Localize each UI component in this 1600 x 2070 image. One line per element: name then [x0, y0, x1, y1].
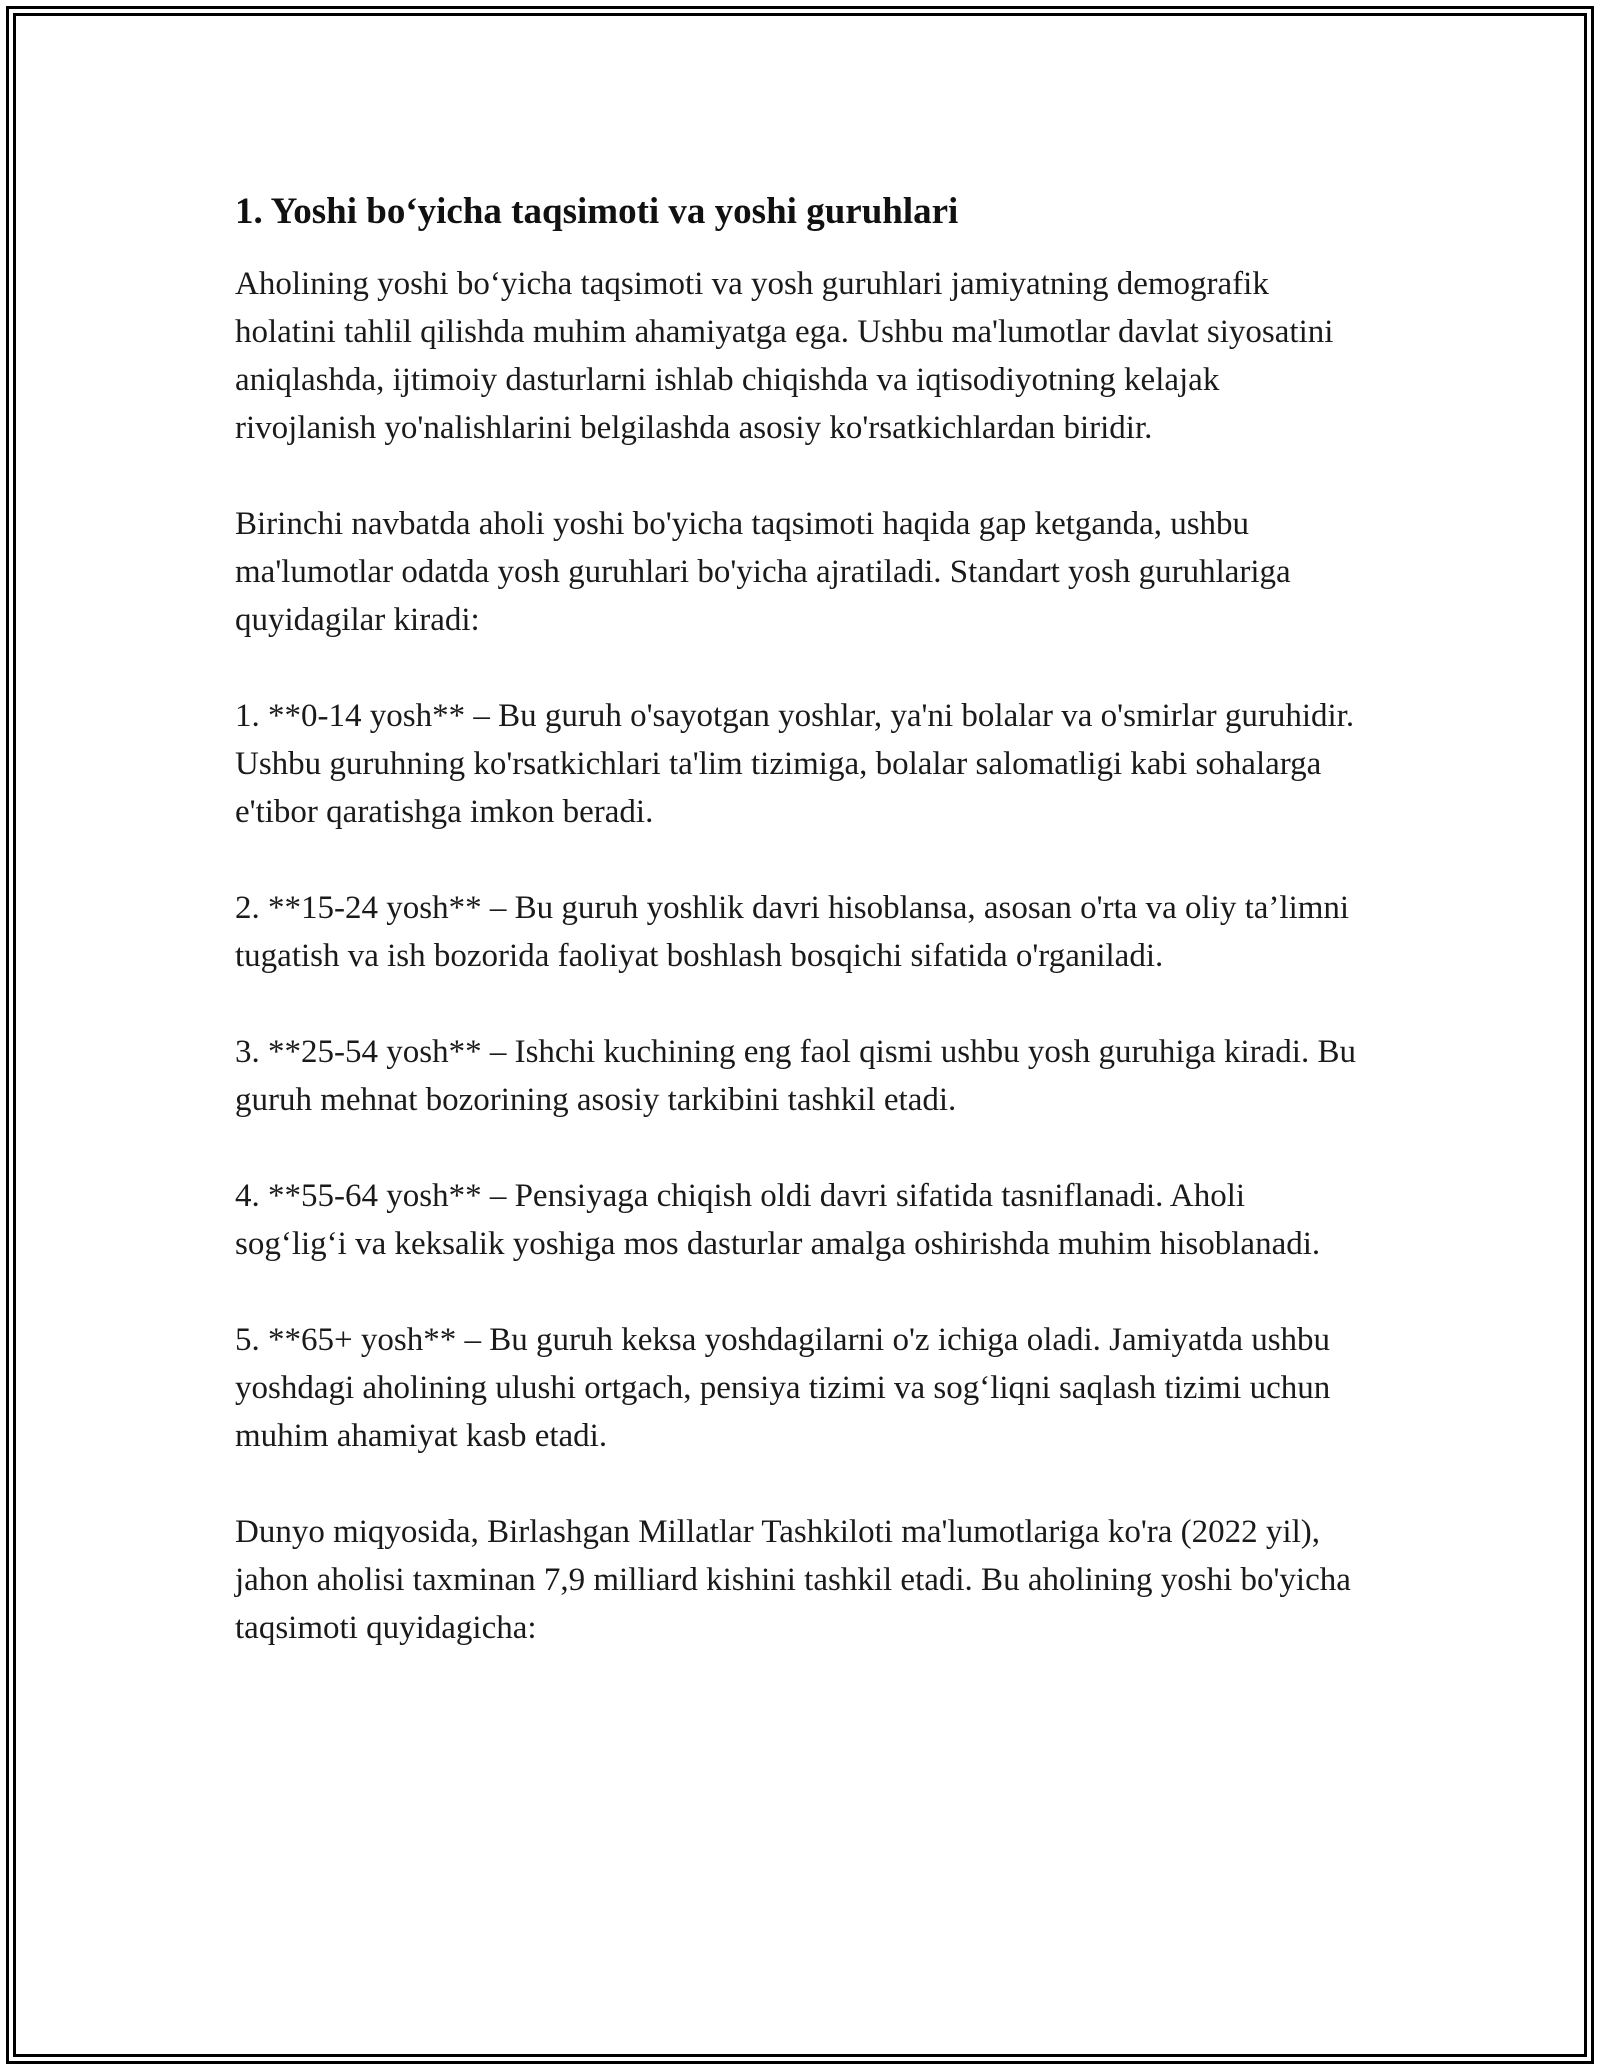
world-population-paragraph: Dunyo miqyosida, Birlashgan Millatlar Tashkiloti ma'lumotlariga ko'ra (2022 yil), jahon aholisi taxminan 7,9 milliard kishini tashkil etadi. Bu aholining yoshi bo'yicha taqsimoti quyidagicha:: [235, 1514, 1351, 1646]
age-group-15-24-item: 2. **15-24 yosh** – Bu guruh yoshlik davri hisoblansa, asosan o'rta va oliy ta’limni tugatish va ish bozorida faoliyat boshlash bosqichi sifatida o'rganiladi.: [235, 890, 1350, 974]
age-group-55-64-item: 4. **55-64 yosh** – Pensiyaga chiqish oldi davri sifatida tasniflanadi. Aholi sog‘lig‘i va keksalik yoshiga mos dasturlar amalga oshirishda muhim hisoblanadi.: [235, 1178, 1321, 1262]
document-body: [235, 188, 1365, 1652]
intro-paragraph: Aholining yoshi bo‘yicha taqsimoti va yosh guruhlari jamiyatning demografik holatini tahlil qilishda muhim ahamiyatga ega. Ushbu ma'lumotlar davlat siyosatini aniqlashda, ijtimoiy dasturlarni ishlab chiqishda va iqtisodiyotning kelajak rivojlanish yo'nalishlarini belgilashda asosiy ko'rsatkichlardan biridir.: [235, 266, 1334, 446]
age-groups-intro-paragraph: Birinchi navbatda aholi yoshi bo'yicha taqsimoti haqida gap ketganda, ushbu ma'lumotlar odatda yosh guruhlari bo'yicha ajratiladi. Standart yosh guruhlariga quyidagilar kiradi:: [235, 506, 1291, 638]
age-group-0-14-item: 1. **0-14 yosh** – Bu guruh o'sayotgan yoshlar, ya'ni bolalar va o'smirlar guruhidir. Ushbu guruhning ko'rsatkichlari ta'lim tizimiga, bolalar salomatligi kabi sohalarga e'tibor qaratishga imkon beradi.: [235, 698, 1355, 830]
age-group-25-54-item: 3. **25-54 yosh** – Ishchi kuchining eng faol qismi ushbu yosh guruhiga kiradi. Bu guruh mehnat bozorining asosiy tarkibini tashkil etadi.: [235, 1034, 1356, 1118]
age-group-65-plus-item: 5. **65+ yosh** – Bu guruh keksa yoshdagilarni o'z ichiga oladi. Jamiyatda ushbu yoshdagi aholining ulushi ortgach, pensiya tizimi va sog‘liqni saqlash tizimi uchun muhim ahamiyat kasb etadi.: [235, 1322, 1331, 1454]
section-heading: 1. Yoshi bo‘yicha taqsimoti va yoshi guruhlari: [235, 191, 959, 232]
